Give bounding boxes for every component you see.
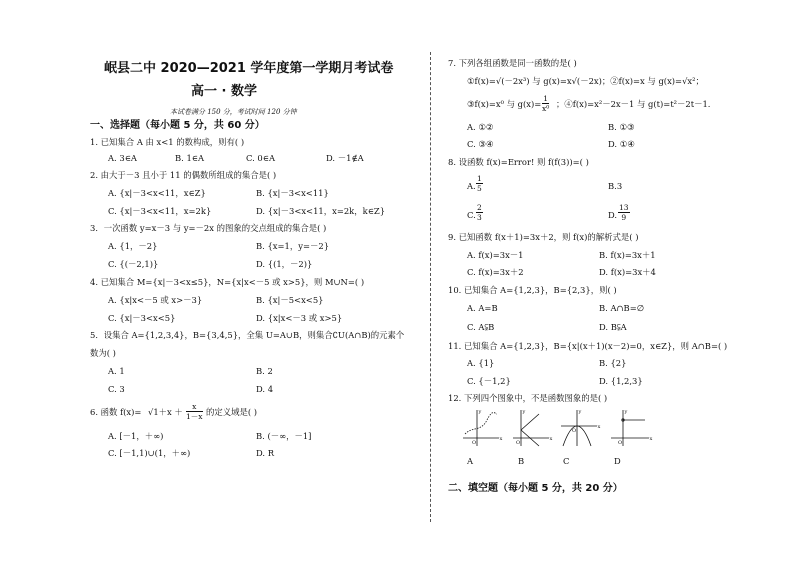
graph-a-origin: O [472, 440, 477, 446]
q1-option-b: B. 1∈A [175, 153, 205, 163]
q6-option-d: D. R [256, 448, 275, 458]
q1-option-a: A. 3∈A [108, 153, 137, 163]
q8-option-c-fraction [476, 203, 483, 222]
q6-option-c: C. [－1,1)∪(1，＋∞) [108, 448, 191, 458]
graph-b-y-label: y [522, 409, 526, 415]
q8-a-denominator: 5 [477, 184, 482, 193]
q3-option-c: C. {(－2,1)} [108, 259, 159, 269]
q11-option-d: D. {1,2,3} [599, 376, 643, 386]
q3-stem: 3．一次函数 y=x－3 与 y=－2x 的图象的交点组成的集合是( ) [90, 223, 327, 233]
column-divider [430, 52, 431, 522]
q8-option-d-fraction [618, 203, 630, 222]
section-fill-title: 二、填空题（每小题 5 分，共 20 分） [448, 483, 623, 494]
graph-c-origin: O [572, 428, 577, 434]
graph-c [561, 409, 601, 446]
q12-label-a: A [467, 456, 474, 466]
q8-d-numerator: 13 [619, 203, 629, 212]
q4-option-c: C. {x|－3<x<5} [108, 313, 176, 323]
q8-c-denominator: 3 [477, 213, 482, 222]
q7-option-b: B. ①③ [608, 122, 635, 132]
q5-stem-line2: 数为( ) [90, 348, 116, 358]
q5-option-d: D. 4 [256, 384, 274, 394]
q11-stem: 11. 已知集合 A={1,2,3}，B={x|(x＋1)(x－2)=0，x∈Z}，则 A∩B=( ) [448, 341, 728, 351]
q3-option-b: B. {x=1，y=－2} [256, 241, 330, 251]
q7-option-d: D. ①④ [608, 139, 635, 149]
graph-c-x-label: x [597, 424, 601, 430]
q6-fraction [186, 402, 203, 421]
q7-stem: 7. 下列各组函数是同一函数的是( ) [448, 58, 577, 68]
q8-c-numerator: 2 [477, 203, 482, 212]
q10-stem: 10. 已知集合 A={1,2,3}，B={2,3}，则( ) [448, 285, 617, 295]
q10-option-c: C. A⫋B [467, 322, 495, 332]
q1-option-d: D. －1∉A [326, 153, 364, 163]
q8-option-d: D. [608, 210, 618, 220]
q6-option-b: B. (－∞，－1] [256, 431, 312, 441]
q5-option-c: C. 3 [108, 384, 125, 394]
q5-option-b: B. 2 [256, 366, 273, 376]
q5-stem-line1: 5．设集合 A={1,2,3,4}，B={3,4,5}，全集 U=A∪B，则集合∁U(A∩B)的元素个 [90, 330, 405, 340]
graph-a-x-label: x [499, 436, 503, 442]
q6-option-a: A. [－1，＋∞) [108, 431, 164, 441]
q7-line2-start: ③f(x)=x⁰ 与 g(x)= [467, 99, 542, 109]
exam-title: 岷县二中 2020—2021 学年度第一学期月考试卷 [104, 61, 394, 76]
exam-note: 本试卷满分 150 分，考试时间 120 分钟 [170, 108, 297, 116]
q2-option-c: C. {x|－3<x<11，x=2k} [108, 206, 212, 216]
q9-option-a: A. f(x)=3x－1 [467, 250, 524, 260]
graph-a [463, 409, 503, 446]
section-choice-title: 一、选择题（每小题 5 分，共 60 分） [90, 120, 265, 131]
graph-a-y-label: y [478, 409, 482, 415]
q6-sqrt-term: √1＋x ＋ [148, 407, 183, 417]
q7-option-a: A. ①② [467, 122, 494, 132]
graph-d-x-label: x [649, 436, 653, 442]
q2-option-d: D. {x|－3<x<11，x=2k，k∈Z} [256, 206, 386, 216]
q2-option-b: B. {x|－3<x<11} [256, 188, 329, 198]
q4-option-d: D. {x|x<－3 或 x>5} [256, 313, 343, 323]
q6-stem-end: 的定义域是( ) [206, 407, 258, 417]
q9-option-b: B. f(x)=3x＋1 [599, 250, 656, 260]
exam-subtitle: 高一 · 数学 [191, 84, 257, 99]
q8-option-a-fraction [476, 174, 483, 193]
q1-stem: 1. 已知集合 A 由 x<1 的数构成，则有( ) [90, 137, 245, 147]
q8-stem: 8. 设函数 f(x)=Error! 则 f(f(3))=( ) [448, 157, 589, 167]
q12-graphs [459, 408, 659, 448]
q3-option-a: A. {1，－2} [108, 241, 158, 251]
graph-d [611, 409, 653, 446]
graph-b [513, 409, 553, 446]
q4-stem: 4. 已知集合 M={x|－3<x≤5}，N={x|x<－5 或 x>5}，则 M∪N=( ) [90, 277, 365, 287]
q9-option-c: C. f(x)=3x＋2 [467, 267, 524, 277]
q6-fraction-denominator: 1－x [186, 412, 203, 421]
q1-option-c: C. 0∈A [246, 153, 276, 163]
graph-c-y-label: y [578, 409, 582, 415]
q7-option-c: C. ③④ [467, 139, 494, 149]
q11-option-c: C. {－1,2} [467, 376, 511, 386]
q9-option-d: D. f(x)=3x＋4 [599, 267, 656, 277]
q6-fraction-numerator: x [186, 402, 203, 412]
q10-option-b: B. A∩B=∅ [599, 303, 645, 313]
q8-a-numerator: 1 [477, 174, 482, 183]
q4-option-b: B. {x|－5<x<5} [256, 295, 324, 305]
q12-label-d: D [614, 456, 621, 466]
q8-option-a: A. [467, 181, 476, 191]
q7-fraction-numerator: 1 [543, 94, 549, 103]
q7-line2-end: ；④f(x)=x²－2x－1 与 g(t)=t²－2t－1. [556, 99, 711, 109]
q3-option-d: D. {(1，－2)} [256, 259, 313, 269]
q6-stem-start: 6. 函数 f(x)= [90, 407, 142, 417]
graph-d-origin: O [618, 440, 623, 446]
q12-label-c: C [563, 456, 570, 466]
q7-line1: ①f(x)=√(－2x³) 与 g(x)=x√(－2x)；②f(x)=x 与 g(x)=√x²； [467, 76, 704, 86]
graph-b-origin: O [516, 440, 521, 446]
q12-label-b: B [518, 456, 525, 466]
q8-option-b: B.3 [608, 181, 623, 191]
q11-option-a: A. {1} [467, 358, 495, 368]
q7-fraction-denominator: x⁰ [542, 104, 550, 113]
q2-option-a: A. {x|－3<x<11，x∈Z} [108, 188, 206, 198]
q10-option-a: A. A=B [467, 303, 498, 313]
q8-d-denominator: 9 [621, 213, 627, 222]
q7-fraction [542, 94, 549, 113]
q10-option-d: D. B⫋A [599, 322, 627, 332]
q5-option-a: A. 1 [108, 366, 125, 376]
q9-stem: 9. 已知函数 f(x＋1)=3x＋2，则 f(x)的解析式是( ) [448, 232, 639, 242]
graph-d-y-label: y [624, 409, 628, 415]
graph-b-x-label: x [549, 436, 553, 442]
q2-stem: 2. 由大于－3 且小于 11 的偶数所组成的集合是( ) [90, 170, 277, 180]
q8-option-c: C. [467, 210, 476, 220]
q4-option-a: A. {x|x<－5 或 x>－3} [108, 295, 203, 305]
q12-stem: 12. 下列四个图象中，不是函数图象的是( ) [448, 393, 608, 403]
q11-option-b: B. {2} [599, 358, 627, 368]
